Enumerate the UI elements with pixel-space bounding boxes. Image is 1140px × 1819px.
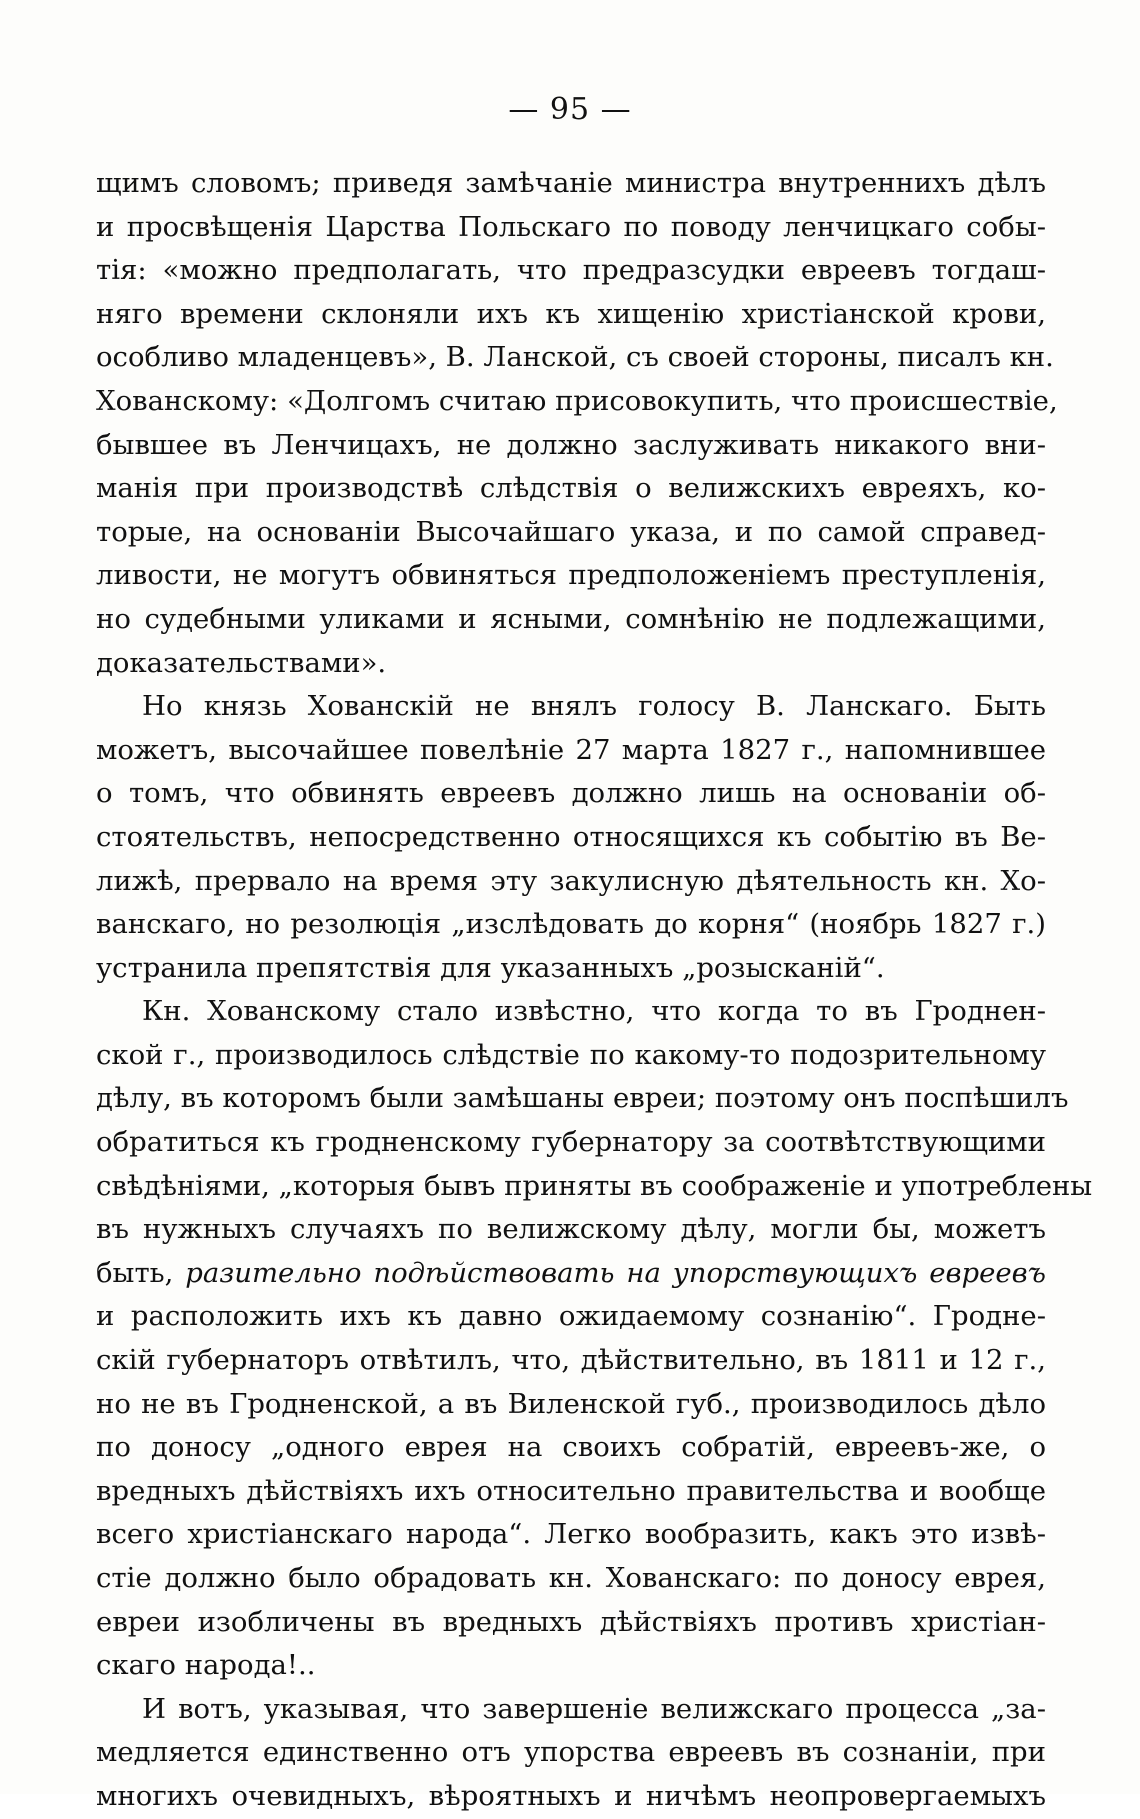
text-line: щимъ словомъ; приведя замѣчаніе министра внутреннихъ дѣлъ (96, 167, 1046, 199)
text-line: ванскаго, но резолюція „изслѣдовать до корня“ (ноябрь 1827 г.) (96, 908, 1046, 941)
text-line: дѣлу, въ которомъ были замѣшаны евреи; поэтому онъ поспѣшилъ (96, 1082, 1069, 1115)
text-line: скій губернаторъ отвѣтилъ, что, дѣйствительно, въ 1811 и 12 г., (96, 1344, 1046, 1377)
text-line: но не въ Гродненской, а въ Виленской губ., производилось дѣло (96, 1387, 1046, 1420)
text-line: тія: «можно предполагать, что предразсудки евреевъ тогдаш- (96, 254, 1046, 287)
text-line: бывшее въ Ленчицахъ, не должно заслуживать никакого вни- (96, 428, 1046, 461)
text-line: няго времени склоняли ихъ къ хищенію христіанской крови, (96, 297, 1046, 330)
text-line: устранила препятствія для указанныхъ „розысканій“. (96, 951, 885, 984)
text-line: обратиться къ гродненскому губернатору за соотвѣтствующими (96, 1126, 1046, 1159)
text-line: И вотъ, указывая, что завершеніе велижскаго процесса „за- (142, 1692, 1046, 1725)
text-line: Хованскому: «Долгомъ считаю присовокупить, что происшествіе, (96, 384, 1058, 417)
text-line: всего христіанскаго народа“. Легко вообразить, какъ это извѣ- (96, 1518, 1046, 1551)
text-line: медляется единственно отъ упорства евреевъ въ сознаніи, при (96, 1736, 1046, 1769)
text-line: но судебными уликами и ясными, сомнѣнію не подлежащими, (96, 602, 1046, 635)
text-line: скаго народа!.. (96, 1649, 316, 1682)
text-line: свѣдѣніями, „которыя бывъ приняты въ соображеніе и употреблены (96, 1169, 1093, 1202)
text-line: лижѣ, прервало на время эту закулисную дѣятельность кн. Хо- (96, 864, 1046, 897)
page-number: — 95 — (508, 92, 632, 127)
text-fragment: быть, (96, 1256, 186, 1289)
paragraph-2 (96, 685, 1046, 990)
text-line-with-italic (96, 1252, 1046, 1296)
paragraph-1 (96, 162, 1058, 685)
text-line: Кн. Хованскому стало извѣстно, что когда то въ Гроднен- (142, 995, 1046, 1028)
text-line: доказательствами». (96, 646, 387, 679)
italic-quote: разительно подѣйствовать на упорствующихъ евреевъ (185, 1256, 1046, 1289)
text-line: можетъ, высочайшее повелѣніе 27 марта 1827 г., напомнившее (96, 733, 1046, 766)
text-line: манія при производствѣ слѣдствія о велижскихъ евреяхъ, ко- (96, 472, 1046, 505)
text-line: ской г., производилось слѣдствіе по какому-то подозрительному (96, 1038, 1046, 1071)
text-line: многихъ очевидныхъ, вѣроятныхъ и ничѣмъ неопровергаемыхъ (96, 1779, 1046, 1812)
text-line: стіе должно было обрадовать кн. Хованскаго: по доносу еврея, (96, 1562, 1046, 1594)
text-line: особливо младенцевъ», В. Ланской, съ своей стороны, писалъ кн. (96, 341, 1054, 374)
paragraph-3 (96, 990, 1093, 1688)
text-line: и просвѣщенія Царства Польскаго по поводу ленчицкаго собы- (96, 210, 1046, 243)
text-line: о томъ, что обвинять евреевъ должно лишь на основаніи об- (96, 777, 1046, 810)
text-line: ливости, не могутъ обвиняться предположеніемъ преступленія, (96, 559, 1046, 592)
text-line: евреи изобличены въ вредныхъ дѣйствіяхъ противъ христіан- (96, 1605, 1046, 1638)
text-line: вредныхъ дѣйствіяхъ ихъ относительно правительства и вообще (96, 1474, 1046, 1507)
text-line: стоятельствъ, непосредственно относящихся къ событію въ Ве- (96, 820, 1046, 853)
text-line: по доносу „одного еврея на своихъ собратій, евреевъ-же, о (96, 1431, 1046, 1464)
text-line: и расположить ихъ къ давно ожидаемому сознанію“. Гродне- (96, 1300, 1046, 1333)
paragraph-4 (96, 1688, 1046, 1819)
text-line: въ нужныхъ случаяхъ по велижскому дѣлу, могли бы, можетъ (96, 1213, 1046, 1246)
body-text (96, 162, 1093, 1819)
text-line: торые, на основаніи Высочайшаго указа, и по самой справед- (96, 515, 1046, 548)
text-line: Но князь Хованскій не внялъ голосу В. Ланскаго. Быть (142, 690, 1046, 723)
